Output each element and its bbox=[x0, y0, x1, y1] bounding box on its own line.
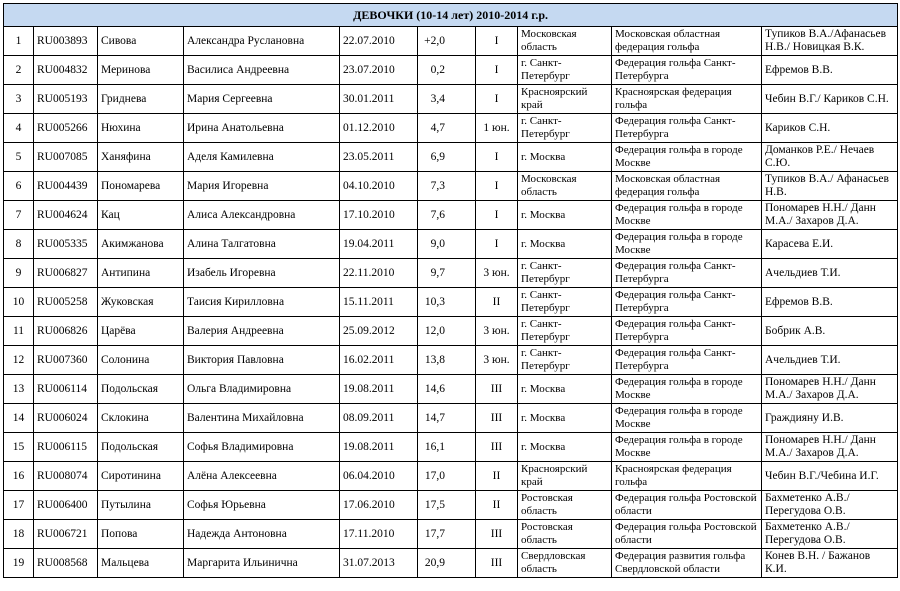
coach-cell: Кариков С.Н. bbox=[762, 114, 898, 143]
federation-cell: Московская областная федерация гольфа bbox=[612, 27, 762, 56]
row-number-cell: 2 bbox=[4, 56, 34, 85]
federation-cell: Федерация гольфа в городе Москве bbox=[612, 230, 762, 259]
surname-cell: Меринова bbox=[98, 56, 184, 85]
surname-cell: Кац bbox=[98, 201, 184, 230]
surname-cell: Подольская bbox=[98, 375, 184, 404]
coach-cell: Доманков Р.Е./ Нечаев С.Ю. bbox=[762, 143, 898, 172]
coach-cell: Бобрик А.В. bbox=[762, 317, 898, 346]
handicap-cell: 17,5 bbox=[418, 491, 476, 520]
surname-cell: Солонина bbox=[98, 346, 184, 375]
category-cell: III bbox=[476, 433, 518, 462]
coach-cell: Пономарев Н.Н./ Данн М.А./ Захаров Д.А. bbox=[762, 433, 898, 462]
handicap-cell: 6,9 bbox=[418, 143, 476, 172]
row-number-cell: 8 bbox=[4, 230, 34, 259]
given-name-cell: Надежда Антоновна bbox=[184, 520, 340, 549]
given-name-cell: Маргарита Ильинична bbox=[184, 549, 340, 578]
surname-cell: Попова bbox=[98, 520, 184, 549]
coach-cell: Ачельдиев Т.И. bbox=[762, 346, 898, 375]
coach-cell: Ачельдиев Т.И. bbox=[762, 259, 898, 288]
given-name-cell: Мария Сергеевна bbox=[184, 85, 340, 114]
birth-date-cell: 31.07.2013 bbox=[340, 549, 418, 578]
region-cell: г. Санкт-Петербург bbox=[518, 346, 612, 375]
handicap-cell: 10,3 bbox=[418, 288, 476, 317]
row-number-cell: 15 bbox=[4, 433, 34, 462]
given-name-cell: Александра Руслановна bbox=[184, 27, 340, 56]
federation-cell: Федерация гольфа в городе Москве bbox=[612, 201, 762, 230]
federation-cell: Федерация гольфа в городе Москве bbox=[612, 404, 762, 433]
category-cell: III bbox=[476, 404, 518, 433]
handicap-cell: +2,0 bbox=[418, 27, 476, 56]
player-id-cell: RU004624 bbox=[34, 201, 98, 230]
federation-cell: Московская областная федерация гольфа bbox=[612, 172, 762, 201]
federation-cell: Федерация гольфа Санкт-Петербурга bbox=[612, 346, 762, 375]
row-number-cell: 6 bbox=[4, 172, 34, 201]
federation-cell: Федерация гольфа Санкт-Петербурга bbox=[612, 317, 762, 346]
table-row bbox=[4, 288, 898, 317]
region-cell: г. Санкт-Петербург bbox=[518, 114, 612, 143]
table-row bbox=[4, 433, 898, 462]
category-cell: I bbox=[476, 230, 518, 259]
surname-cell: Ханяфина bbox=[98, 143, 184, 172]
category-cell: II bbox=[476, 462, 518, 491]
federation-cell: Красноярская федерация гольфа bbox=[612, 462, 762, 491]
birth-date-cell: 19.08.2011 bbox=[340, 375, 418, 404]
region-cell: Московская область bbox=[518, 27, 612, 56]
table-row bbox=[4, 346, 898, 375]
coach-cell: Бахметенко А.В./ Перегудова О.В. bbox=[762, 520, 898, 549]
federation-cell: Федерация гольфа Санкт-Петербурга bbox=[612, 259, 762, 288]
row-number-cell: 14 bbox=[4, 404, 34, 433]
table-row bbox=[4, 317, 898, 346]
given-name-cell: Алиса Александровна bbox=[184, 201, 340, 230]
surname-cell: Мальцева bbox=[98, 549, 184, 578]
player-id-cell: RU006114 bbox=[34, 375, 98, 404]
region-cell: г. Санкт-Петербург bbox=[518, 259, 612, 288]
row-number-cell: 5 bbox=[4, 143, 34, 172]
region-cell: г. Москва bbox=[518, 433, 612, 462]
category-cell: II bbox=[476, 491, 518, 520]
federation-cell: Федерация гольфа в городе Москве bbox=[612, 433, 762, 462]
surname-cell: Жуковская bbox=[98, 288, 184, 317]
birth-date-cell: 19.04.2011 bbox=[340, 230, 418, 259]
coach-cell: Тупиков В.А./Афанасьев Н.В./ Новицкая В.К. bbox=[762, 27, 898, 56]
row-number-cell: 11 bbox=[4, 317, 34, 346]
region-cell: Красноярский край bbox=[518, 462, 612, 491]
player-id-cell: RU006721 bbox=[34, 520, 98, 549]
region-cell: г. Москва bbox=[518, 404, 612, 433]
given-name-cell: Аделя Камилевна bbox=[184, 143, 340, 172]
row-number-cell: 9 bbox=[4, 259, 34, 288]
birth-date-cell: 06.04.2010 bbox=[340, 462, 418, 491]
birth-date-cell: 25.09.2012 bbox=[340, 317, 418, 346]
table-title-row bbox=[4, 4, 898, 27]
region-cell: г. Санкт-Петербург bbox=[518, 317, 612, 346]
region-cell: г. Санкт-Петербург bbox=[518, 288, 612, 317]
birth-date-cell: 17.06.2010 bbox=[340, 491, 418, 520]
category-cell: I bbox=[476, 56, 518, 85]
player-id-cell: RU006826 bbox=[34, 317, 98, 346]
birth-date-cell: 04.10.2010 bbox=[340, 172, 418, 201]
region-cell: Свердловская область bbox=[518, 549, 612, 578]
coach-cell: Чебин В.Г./ Кариков С.Н. bbox=[762, 85, 898, 114]
surname-cell: Антипина bbox=[98, 259, 184, 288]
federation-cell: Федерация развития гольфа Свердловской области bbox=[612, 549, 762, 578]
category-cell: I bbox=[476, 201, 518, 230]
surname-cell: Царёва bbox=[98, 317, 184, 346]
player-id-cell: RU006827 bbox=[34, 259, 98, 288]
handicap-cell: 17,0 bbox=[418, 462, 476, 491]
row-number-cell: 1 bbox=[4, 27, 34, 56]
player-id-cell: RU006024 bbox=[34, 404, 98, 433]
given-name-cell: Таисия Кирилловна bbox=[184, 288, 340, 317]
handicap-cell: 9,0 bbox=[418, 230, 476, 259]
surname-cell: Сиротинина bbox=[98, 462, 184, 491]
table-row bbox=[4, 491, 898, 520]
coach-cell: Конев В.Н. / Бажанов К.И. bbox=[762, 549, 898, 578]
coach-cell: Чебин В.Г./Чебина И.Г. bbox=[762, 462, 898, 491]
category-cell: I bbox=[476, 143, 518, 172]
birth-date-cell: 17.11.2010 bbox=[340, 520, 418, 549]
player-id-cell: RU006115 bbox=[34, 433, 98, 462]
coach-cell: Граждияну И.В. bbox=[762, 404, 898, 433]
handicap-cell: 14,7 bbox=[418, 404, 476, 433]
table-row bbox=[4, 56, 898, 85]
given-name-cell: Ирина Анатольевна bbox=[184, 114, 340, 143]
region-cell: г. Санкт-Петербург bbox=[518, 56, 612, 85]
category-cell: I bbox=[476, 85, 518, 114]
category-cell: III bbox=[476, 375, 518, 404]
player-id-cell: RU007360 bbox=[34, 346, 98, 375]
birth-date-cell: 23.07.2010 bbox=[340, 56, 418, 85]
coach-cell: Ефремов В.В. bbox=[762, 56, 898, 85]
surname-cell: Путылина bbox=[98, 491, 184, 520]
coach-cell: Карасева Е.И. bbox=[762, 230, 898, 259]
federation-cell: Федерация гольфа Санкт-Петербурга bbox=[612, 288, 762, 317]
table-row bbox=[4, 172, 898, 201]
given-name-cell: Изабель Игоревна bbox=[184, 259, 340, 288]
roster-table bbox=[3, 3, 898, 578]
category-cell: 1 юн. bbox=[476, 114, 518, 143]
row-number-cell: 3 bbox=[4, 85, 34, 114]
handicap-cell: 20,9 bbox=[418, 549, 476, 578]
given-name-cell: Мария Игоревна bbox=[184, 172, 340, 201]
surname-cell: Подольская bbox=[98, 433, 184, 462]
birth-date-cell: 22.11.2010 bbox=[340, 259, 418, 288]
federation-cell: Федерация гольфа Ростовской области bbox=[612, 520, 762, 549]
category-cell: III bbox=[476, 549, 518, 578]
surname-cell: Склокина bbox=[98, 404, 184, 433]
federation-cell: Красноярская федерация гольфа bbox=[612, 85, 762, 114]
handicap-cell: 14,6 bbox=[418, 375, 476, 404]
table-title: ДЕВОЧКИ (10-14 лет) 2010-2014 г.р. bbox=[4, 4, 898, 27]
player-id-cell: RU008568 bbox=[34, 549, 98, 578]
surname-cell: Пономарева bbox=[98, 172, 184, 201]
handicap-cell: 3,4 bbox=[418, 85, 476, 114]
coach-cell: Бахметенко А.В./ Перегудова О.В. bbox=[762, 491, 898, 520]
handicap-cell: 16,1 bbox=[418, 433, 476, 462]
table-row bbox=[4, 404, 898, 433]
federation-cell: Федерация гольфа Ростовской области bbox=[612, 491, 762, 520]
handicap-cell: 13,8 bbox=[418, 346, 476, 375]
birth-date-cell: 19.08.2011 bbox=[340, 433, 418, 462]
table-row bbox=[4, 462, 898, 491]
birth-date-cell: 01.12.2010 bbox=[340, 114, 418, 143]
region-cell: Московская область bbox=[518, 172, 612, 201]
given-name-cell: Ольга Владимировна bbox=[184, 375, 340, 404]
category-cell: 3 юн. bbox=[476, 317, 518, 346]
handicap-cell: 7,6 bbox=[418, 201, 476, 230]
given-name-cell: Алина Талгатовна bbox=[184, 230, 340, 259]
handicap-cell: 17,7 bbox=[418, 520, 476, 549]
region-cell: г. Москва bbox=[518, 201, 612, 230]
category-cell: II bbox=[476, 288, 518, 317]
player-id-cell: RU006400 bbox=[34, 491, 98, 520]
table-row bbox=[4, 85, 898, 114]
region-cell: Красноярский край bbox=[518, 85, 612, 114]
surname-cell: Гриднева bbox=[98, 85, 184, 114]
federation-cell: Федерация гольфа Санкт-Петербурга bbox=[612, 56, 762, 85]
table-row bbox=[4, 375, 898, 404]
birth-date-cell: 30.01.2011 bbox=[340, 85, 418, 114]
given-name-cell: Валентина Михайловна bbox=[184, 404, 340, 433]
row-number-cell: 17 bbox=[4, 491, 34, 520]
birth-date-cell: 15.11.2011 bbox=[340, 288, 418, 317]
category-cell: III bbox=[476, 520, 518, 549]
table-row bbox=[4, 549, 898, 578]
federation-cell: Федерация гольфа Санкт-Петербурга bbox=[612, 114, 762, 143]
given-name-cell: Виктория Павловна bbox=[184, 346, 340, 375]
birth-date-cell: 22.07.2010 bbox=[340, 27, 418, 56]
region-cell: Ростовская область bbox=[518, 491, 612, 520]
table-row bbox=[4, 27, 898, 56]
federation-cell: Федерация гольфа в городе Москве bbox=[612, 375, 762, 404]
table-row bbox=[4, 114, 898, 143]
row-number-cell: 4 bbox=[4, 114, 34, 143]
player-id-cell: RU008074 bbox=[34, 462, 98, 491]
given-name-cell: Софья Владимировна bbox=[184, 433, 340, 462]
region-cell: г. Москва bbox=[518, 143, 612, 172]
table-row bbox=[4, 520, 898, 549]
birth-date-cell: 08.09.2011 bbox=[340, 404, 418, 433]
category-cell: I bbox=[476, 27, 518, 56]
federation-cell: Федерация гольфа в городе Москве bbox=[612, 143, 762, 172]
table-row bbox=[4, 230, 898, 259]
row-number-cell: 10 bbox=[4, 288, 34, 317]
category-cell: 3 юн. bbox=[476, 346, 518, 375]
coach-cell: Пономарев Н.Н./ Данн М.А./ Захаров Д.А. bbox=[762, 201, 898, 230]
birth-date-cell: 23.05.2011 bbox=[340, 143, 418, 172]
handicap-cell: 12,0 bbox=[418, 317, 476, 346]
handicap-cell: 0,2 bbox=[418, 56, 476, 85]
row-number-cell: 12 bbox=[4, 346, 34, 375]
player-id-cell: RU004832 bbox=[34, 56, 98, 85]
birth-date-cell: 17.10.2010 bbox=[340, 201, 418, 230]
handicap-cell: 9,7 bbox=[418, 259, 476, 288]
birth-date-cell: 16.02.2011 bbox=[340, 346, 418, 375]
player-id-cell: RU007085 bbox=[34, 143, 98, 172]
surname-cell: Сивова bbox=[98, 27, 184, 56]
region-cell: г. Москва bbox=[518, 375, 612, 404]
table-row bbox=[4, 143, 898, 172]
row-number-cell: 13 bbox=[4, 375, 34, 404]
table-row bbox=[4, 259, 898, 288]
coach-cell: Пономарев Н.Н./ Данн М.А./ Захаров Д.А. bbox=[762, 375, 898, 404]
category-cell: I bbox=[476, 172, 518, 201]
region-cell: г. Москва bbox=[518, 230, 612, 259]
player-id-cell: RU005258 bbox=[34, 288, 98, 317]
player-id-cell: RU004439 bbox=[34, 172, 98, 201]
row-number-cell: 18 bbox=[4, 520, 34, 549]
surname-cell: Нюхина bbox=[98, 114, 184, 143]
row-number-cell: 19 bbox=[4, 549, 34, 578]
given-name-cell: Софья Юрьевна bbox=[184, 491, 340, 520]
handicap-cell: 4,7 bbox=[418, 114, 476, 143]
category-cell: 3 юн. bbox=[476, 259, 518, 288]
coach-cell: Ефремов В.В. bbox=[762, 288, 898, 317]
player-id-cell: RU005193 bbox=[34, 85, 98, 114]
player-id-cell: RU005266 bbox=[34, 114, 98, 143]
given-name-cell: Алёна Алексеевна bbox=[184, 462, 340, 491]
region-cell: Ростовская область bbox=[518, 520, 612, 549]
handicap-cell: 7,3 bbox=[418, 172, 476, 201]
given-name-cell: Валерия Андреевна bbox=[184, 317, 340, 346]
row-number-cell: 16 bbox=[4, 462, 34, 491]
table-row bbox=[4, 201, 898, 230]
player-id-cell: RU005335 bbox=[34, 230, 98, 259]
given-name-cell: Василиса Андреевна bbox=[184, 56, 340, 85]
row-number-cell: 7 bbox=[4, 201, 34, 230]
coach-cell: Тупиков В.А./ Афанасьев Н.В. bbox=[762, 172, 898, 201]
player-id-cell: RU003893 bbox=[34, 27, 98, 56]
surname-cell: Акимжанова bbox=[98, 230, 184, 259]
